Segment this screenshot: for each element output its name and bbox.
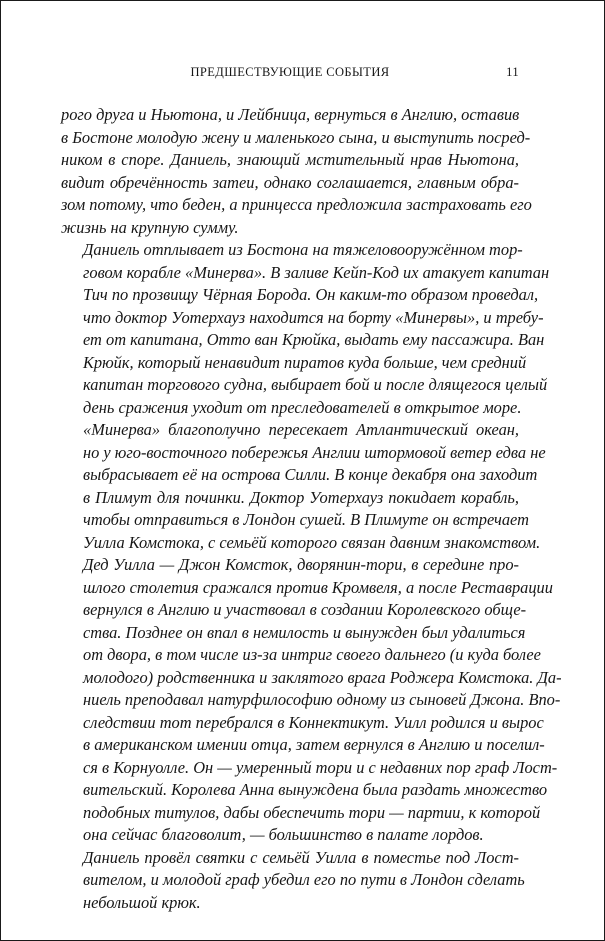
text-line: Даниель провёл святки с семьёй Уилла в поместье под Лост- [83, 847, 519, 867]
text-line: Крюйк, который ненавидит пиратов куда больше, чем средний [83, 352, 527, 372]
text-line: вителом, и молодой граф убедил его по пути в Лондон сделать [83, 870, 525, 889]
text-line: шлого столетия сражался против Кромвеля, а после Реставрации [83, 577, 553, 597]
text-line: ником в споре. Даниель, знающий мстительный нрав Ньютона, [61, 150, 519, 169]
text-line: ет от капитана, Отто ван Крюйка, выдать ему пассажира. Ван [83, 330, 545, 349]
text-line: говом корабле «Минерва». В заливе Кейп-Код их атакует капитан [83, 262, 550, 282]
text-line: небольшой крюк. [83, 892, 201, 912]
paragraph-5 [61, 847, 525, 915]
text-line: Уилла Комстока, с семьёй которого связан давним знакомством. [83, 532, 541, 552]
text-line: следствии тот перебрался в Коннектикут. Уилл родился и вырос [83, 712, 544, 732]
text-line: ства. Позднее он впал в немилость и вынужден был удалиться [83, 622, 526, 642]
paragraph-3 [61, 419, 546, 554]
text-line: ся в Корнуолле. Он — умеренный тори и с недавних пор граф Лост- [83, 757, 558, 777]
text-line: Дед Уилла — Джон Комсток, дворянин-тори, в середине про- [83, 555, 519, 574]
text-line: вернулся в Англию и участвовал в создании Королевского обще- [83, 600, 527, 619]
paragraph-1 [61, 104, 532, 239]
text-line: жизнь на крупную сумму. [61, 217, 239, 237]
text-line: в Плимут для починки. Доктор Уотерхауз покидает корабль, [83, 487, 519, 507]
running-title: ПРЕДШЕСТВУЮЩИЕ СОБЫТИЯ [190, 65, 390, 79]
text-line: Тич по прозвищу Чёрная Борода. Он каким-то образом проведал, [83, 285, 539, 304]
text-line: от двора, в том числе из-за интриг своего дальнего (и куда более [83, 645, 541, 664]
text-line: ниель преподавал натурфилософию одному из сыновей Джона. Впо- [83, 690, 561, 709]
paragraph-4 [61, 554, 562, 847]
paragraph-2 [61, 239, 550, 419]
text-line: Даниель отплывает из Бостона на тяжеловооружённом тор- [83, 240, 523, 259]
text-line: рого друга и Ньютона, и Лейбница, вернуться в Англию, оставив [61, 105, 520, 124]
text-line: она сейчас благоволит, — большинство в палате лордов. [83, 825, 484, 844]
body-text [61, 104, 562, 914]
text-line: капитан торгового судна, выбирает бой и после длящегося целый [83, 375, 548, 394]
text-line: выбрасывает её на острова Силли. В конце декабря она заходит [83, 465, 538, 484]
text-line: зом потому, что беден, а принцесса предложила застраховать его [61, 195, 532, 214]
text-line: день сражения уходит от преследователей в открытое море. [83, 397, 522, 417]
text-line: видит обречённость затеи, однако соглашается, главным обра- [61, 172, 519, 192]
text-line: что доктор Уотерхауз находится на борту «Минервы», и требу- [83, 307, 544, 327]
text-line: «Минерва» благополучно пересекает Атлантический океан, [83, 420, 519, 439]
text-line: в Бостоне молодую жену и маленького сына, и выступить посред- [61, 127, 531, 147]
page-number: 11 [506, 65, 519, 79]
text-line: чтобы отправиться в Лондон сушей. В Плимуте он встречает [83, 510, 529, 529]
text-line: молодого) родственника и заклятого врага Роджера Комстока. Да- [83, 667, 562, 687]
text-line: в американском имении отца, затем вернулся в Англию и поселил- [83, 735, 545, 754]
text-line: подобных титулов, дабы обеспечить тори — партии, к которой [83, 802, 541, 822]
text-line: вительский. Королева Анна вынуждена была раздать множество [83, 780, 548, 799]
text-line: но у юго-восточного побережья Англии штормовой ветер едва не [83, 442, 546, 462]
running-head [61, 65, 519, 83]
